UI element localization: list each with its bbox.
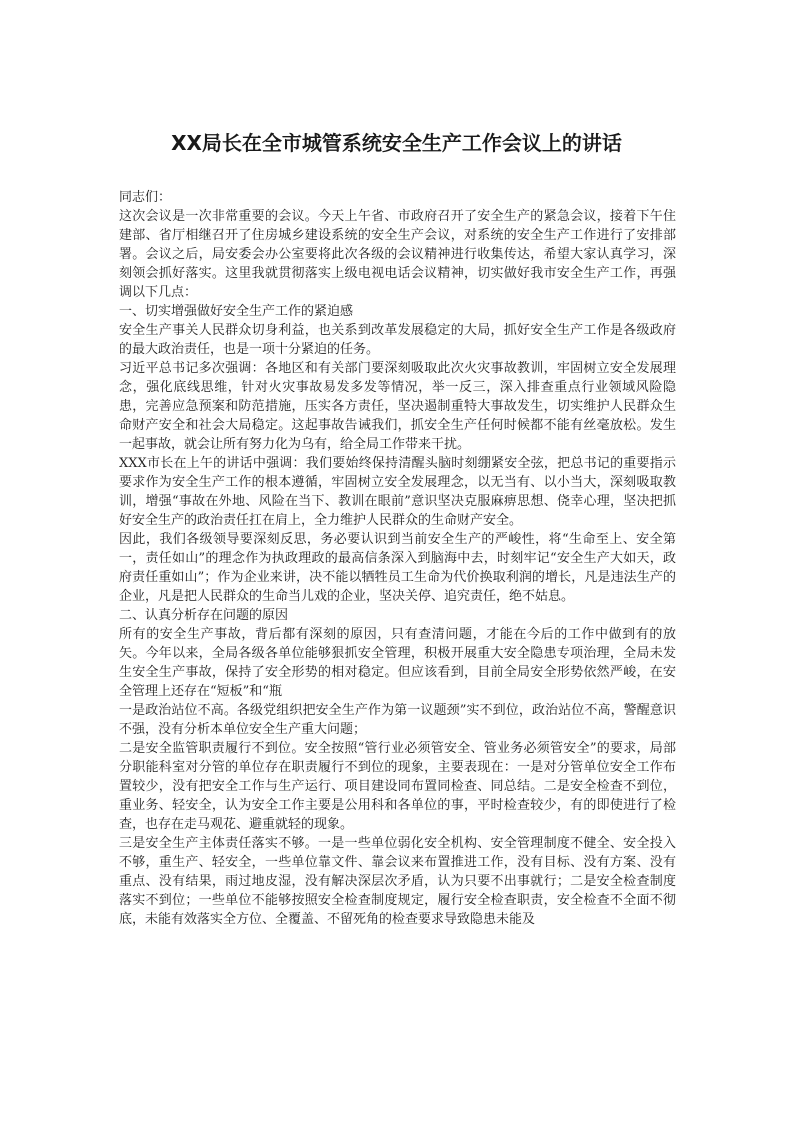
section-heading: 二、认真分析存在问题的原因 xyxy=(119,608,289,623)
salutation: 同志们： xyxy=(119,190,172,205)
paragraph: 习近平总书记多次强调：各地区和有关部门要深刻吸取此次火灾事故教训，牢固树立安全发展理念，强化底线思维，针对火灾事故易发多发等情况，举一反三，深入排查重点行业领域风险隐患，完善应急预案和防范措施，压实各方责任，坚决遏制重特大事故发生，切实维护人民群众生命财产安全和社会大局稳定。这起事故告诫我们，抓安全生产任何时候都不能有丝毫放松。发生一起事故，就会让所有努力化为乌有，给全局工作带来干扰。 xyxy=(119,361,676,452)
paragraph: 因此，我们各级领导要深刻反思，务必要认识到当前安全生产的严峻性，将“生命至上、安全第一，责任如山”的理念作为执政理政的最高信条深入到脑海中去，时刻牢记“安全生产大如天，政府责任重如山”；作为企业来讲，决不能以牺牲员工生命为代价换取利润的增长，凡是违法生产的企业，凡是把人民群众的生命当儿戏的企业，坚决关停、追究责任，绝不姑息。 xyxy=(119,532,676,604)
paragraph: 这次会议是一次非常重要的会议。今天上午省、市政府召开了安全生产的紧急会议，接着下午住建部、省厅相继召开了住房城乡建设系统的安全生产会议，对系统的安全生产工作进行了安排部署。会议之后，局安委会办公室要将此次各级的会议精神进行收集传达，希望大家认真学习，深刻领会抓好落实。这里我就贯彻落实上级电视电话会议精神，切实做好我市安全生产工作，再强调以下几点： xyxy=(119,209,676,300)
section-heading: 一、切实增强做好安全生产工作的紧迫感 xyxy=(119,304,354,319)
paragraph: 安全生产事关人民群众切身利益，也关系到改革发展稳定的大局，抓好安全生产工作是各级政府的最大政治责任，也是一项十分紧迫的任务。 xyxy=(119,323,676,357)
paragraph: 所有的安全生产事故，背后都有深刻的原因，只有查清问题，才能在今后的工作中做到有的放矢。今年以来，全局各级各单位能够狠抓安全管理，积极开展重大安全隐患专项治理，全局未发生安全生产事故，保持了安全形势的相对稳定。但应该看到，目前全局安全形势依然严峻，在安全管理上还存在“短板”和“瓶 xyxy=(119,627,676,699)
document-title: XX局长在全市城管系统安全生产工作会议上的讲话 xyxy=(171,131,622,155)
document-body xyxy=(119,188,676,929)
paragraph: 一是政治站位不高。各级党组织把安全生产作为第一议题颈”实不到位，政治站位不高，警醒意识不强，没有分析本单位安全生产重大问题； xyxy=(119,703,676,737)
paragraph: XXX市长在上午的讲话中强调：我们要始终保持清醒头脑时刻绷紧安全弦，把总书记的重要指示要求作为安全生产工作的根本遵循，牢固树立安全发展理念，以无当有、以小当大，深刻吸取教训，增强“事故在外地、风险在当下、教训在眼前”意识坚决克服麻痹思想、侥幸心理，坚决把抓好安全生产的政治责任扛在肩上，全力维护人民群众的生命财产安全。 xyxy=(119,456,676,528)
paragraph: 二是安全监管职责履行不到位。安全按照“管行业必须管安全、管业务必须管安全”的要求，局部分职能科室对分管的单位存在职责履行不到位的现象，主要表现在：一是对分管单位安全工作布置较少，没有把安全工作与生产运行、项目建设同布置同检查、同总结。二是安全检查不到位，重业务、轻安全，认为安全工作主要是公用科和各单位的事，平时检查较少，有的即使进行了检查，也存在走马观花、避重就轻的现象。 xyxy=(119,741,676,832)
paragraph: 三是安全生产主体责任落实不够。一是一些单位弱化安全机构、安全管理制度不健全、安全投入不够，重生产、轻安全，一些单位靠文件、靠会议来布置推进工作，没有目标、没有方案、没有重点、没有结果，雨过地皮湿，没有解决深层次矛盾，认为只要不出事就行；二是安全检查制度落实不到位；一些单位不能够按照安全检查制度规定，履行安全检查职责，安全检查不全面不彻底，未能有效落实全方位、全覆盖、不留死角的检查要求导致隐患未能及 xyxy=(119,836,676,927)
